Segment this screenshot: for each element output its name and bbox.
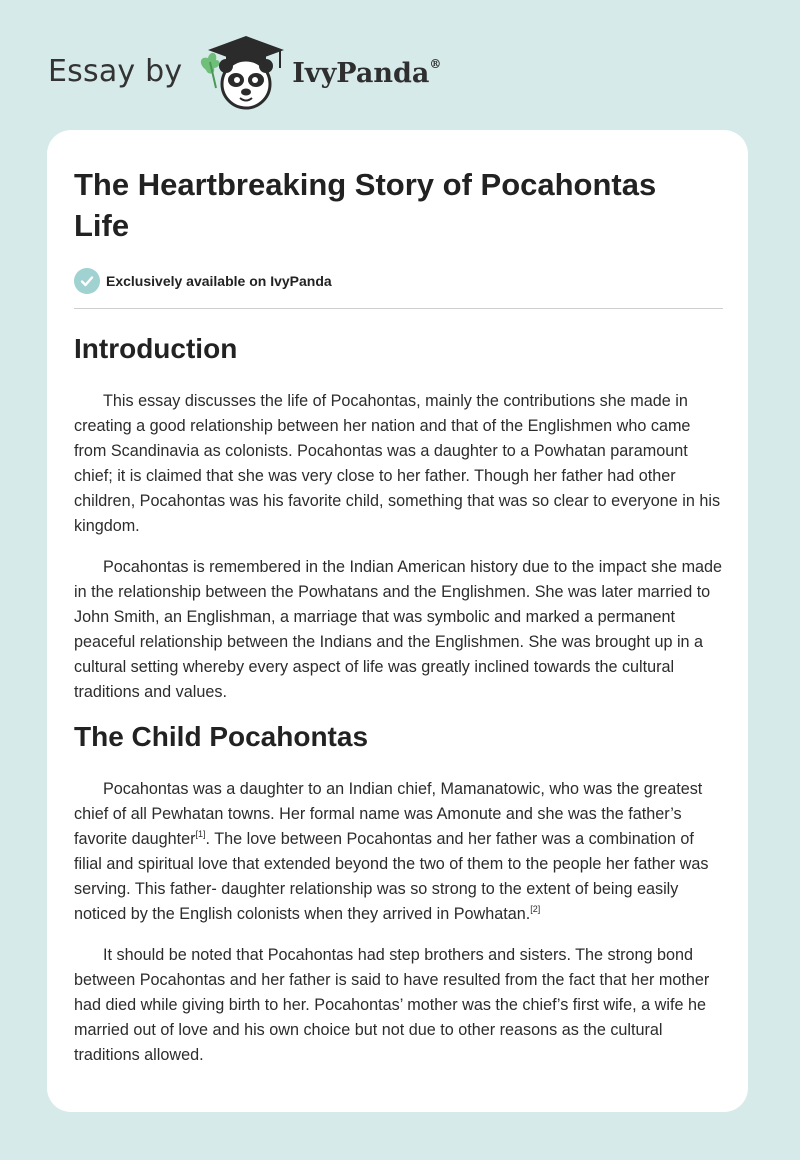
essay-card (47, 130, 748, 1112)
divider (74, 308, 723, 309)
footnote-ref-1[interactable]: [1] (195, 828, 206, 839)
paragraph: This essay discusses the life of Pocahontas, mainly the contributions she made in creating a good relationship between her nation and that of the Englishmen who came from Scandinavia as colonists. Pocahontas was a daughter to a Powhatan paramount chief; it is claimed that she was very close to her father. Though her father had other children, Pocahontas was his favorite child, something that was so clear to everyone in his kingdom. (74, 392, 721, 535)
paragraph: Pocahontas was a daughter to an Indian chief, Mamanatowic, who was the greatest chief of all Pewhatan towns. Her formal name was Amonute and she was the father’s favorite daughter[1]. The love between Pocahontas and her father was a combination of filial and spiritual love that extended beyond the two of them to the people her father was serving. This father- daughter relationship was so strong to the extent of being easily noticed by the English colonists when they arrived in Powhatan.[2] (74, 780, 709, 923)
brand-name: IvyPanda® (292, 56, 442, 89)
section-heading-child-pocahontas: The Child Pocahontas (74, 721, 369, 752)
paragraph: It should be noted that Pocahontas had step brothers and sisters. The strong bond between Pocahontas and her father is said to have resulted from the fact that her mother had died while giving birth to her. Pocahontas’ mother was the chief’s first wife, a wife he married out of love and his own choice but not due to other reasons as the cultural traditions allowed. (74, 946, 710, 1064)
section-heading-introduction: Introduction (74, 333, 238, 364)
ivypanda-logo[interactable] (196, 30, 441, 112)
exclusive-badge (74, 268, 722, 294)
site-header (48, 30, 441, 112)
panda-graduate-icon (196, 30, 288, 112)
exclusive-badge-text: Exclusively available on IvyPanda (106, 273, 332, 289)
check-icon (74, 268, 100, 294)
footnote-ref-2[interactable]: [2] (530, 903, 541, 914)
essay-by-label: Essay by (48, 53, 183, 89)
paragraph: Pocahontas is remembered in the Indian American history due to the impact she made in the relationship between the Powhatans and the Englishmen. She was later married to John Smith, an Englishman, a marriage that was symbolic and marked a permanent peaceful relationship between the Indians and the Englishmen. She was brought up in a cultural setting whereby every aspect of life was greatly inclined towards the cultural traditions and values. (74, 558, 723, 701)
essay-title: The Heartbreaking Story of Pocahontas Life (74, 167, 657, 243)
